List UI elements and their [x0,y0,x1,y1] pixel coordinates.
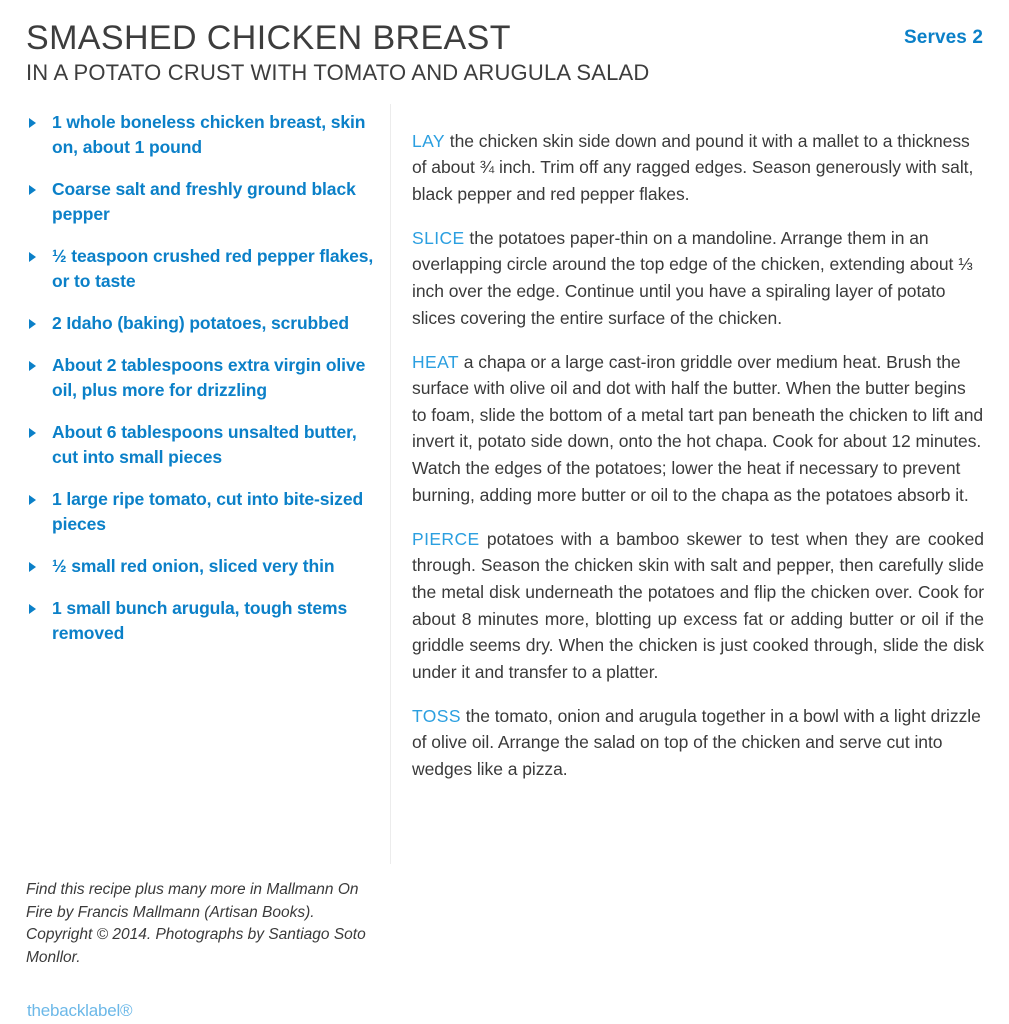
page-title: SMASHED CHICKEN BREAST [26,19,511,57]
step-lead-word: PIERCE [412,528,480,549]
instructions-column [412,110,984,783]
step-lead-word: HEAT [412,351,459,372]
ingredients-list [26,110,376,646]
instruction-step [412,128,984,208]
recipe-header [26,18,983,90]
ingredient-item [26,177,376,227]
step-lead-word: SLICE [412,227,465,248]
triangle-bullet-icon [29,428,36,438]
step-body-text: the tomato, onion and arugula together in a bowl with a light drizzle of olive oil. Arrange the salad on top of the chicken and serve cut into wedges like a pizza. [412,705,981,779]
triangle-bullet-icon [29,604,36,614]
ingredient-item [26,311,376,336]
triangle-bullet-icon [29,562,36,572]
ingredient-label: About 2 tablespoons extra virgin olive oil, plus more for drizzling [52,355,366,400]
triangle-bullet-icon [29,319,36,329]
triangle-bullet-icon [29,118,36,128]
instruction-step [412,703,984,783]
brand-logo: thebacklabel® [27,1001,133,1020]
triangle-bullet-icon [29,252,36,262]
page-subtitle: IN A POTATO CRUST WITH TOMATO AND ARUGULA SALAD [26,60,650,85]
ingredient-item [26,244,376,294]
instruction-step [412,526,984,686]
ingredient-label: 1 small bunch arugula, tough stems removed [52,598,348,643]
serves-badge: Serves 2 [904,27,983,48]
ingredient-item [26,353,376,403]
step-lead-word: LAY [412,130,445,151]
column-divider [390,104,391,864]
step-body-text: the chicken skin side down and pound it with a mallet to a thickness of about ¾ inch. Trim off any ragged edges. Season generously with salt, black pepper and red pepper flakes. [412,130,974,204]
triangle-bullet-icon [29,495,36,505]
ingredient-item [26,596,376,646]
ingredients-column [26,110,376,646]
ingredient-label: ½ teaspoon crushed red pepper flakes, or to taste [52,246,374,291]
title-block [26,18,650,87]
ingredient-item [26,554,376,579]
ingredient-label: About 6 tablespoons unsalted butter, cut into small pieces [52,422,357,467]
ingredient-item [26,110,376,160]
step-body-text: the potatoes paper-thin on a mandoline. Arrange them in an overlapping circle around the top edge of the chicken, extending about ⅓ inch over the edge. Continue until you have a spiraling layer of potato slices covering the entire surface of the chicken. [412,227,973,328]
ingredient-item [26,420,376,470]
ingredient-label: 2 Idaho (baking) potatoes, scrubbed [52,313,349,333]
ingredient-item [26,487,376,537]
ingredient-label: 1 whole boneless chicken breast, skin on, about 1 pound [52,112,366,157]
step-body-text: potatoes with a bamboo skewer to test when they are cooked through. Season the chicken skin with salt and pepper, then carefully slide the metal disk underneath the potatoes and flip the chicken over. Cook for about 8 minutes more, blotting up excess fat or adding butter or oil if the griddle seems dry. When the chicken is just cooked through, slide the disk under it and transfer to a platter. [412,528,984,682]
ingredient-label: 1 large ripe tomato, cut into bite-sized pieces [52,489,364,534]
step-lead-word: TOSS [412,705,461,726]
instruction-step [412,225,984,331]
instruction-step [412,349,984,509]
step-body-text: a chapa or a large cast-iron griddle over medium heat. Brush the surface with olive oil and dot with half the butter. When the butter begins to foam, slide the bottom of a metal tart pan beneath the chicken to lift and invert it, potato side down, onto the hot chapa. Cook for about 12 minutes. Watch the edges of the potatoes; lower the heat if necessary to prevent burning, adding more butter or oil to the chapa as the potatoes absorb it. [412,351,984,505]
ingredient-label: ½ small red onion, sliced very thin [52,556,335,576]
triangle-bullet-icon [29,185,36,195]
ingredient-label: Coarse salt and freshly ground black pepper [52,179,356,224]
attribution-text: Find this recipe plus many more in Mallmann On Fire by Francis Mallmann (Artisan Books). Copyright © 2014. Photographs by Santiago Soto Monllor. [26,881,366,966]
triangle-bullet-icon [29,361,36,371]
